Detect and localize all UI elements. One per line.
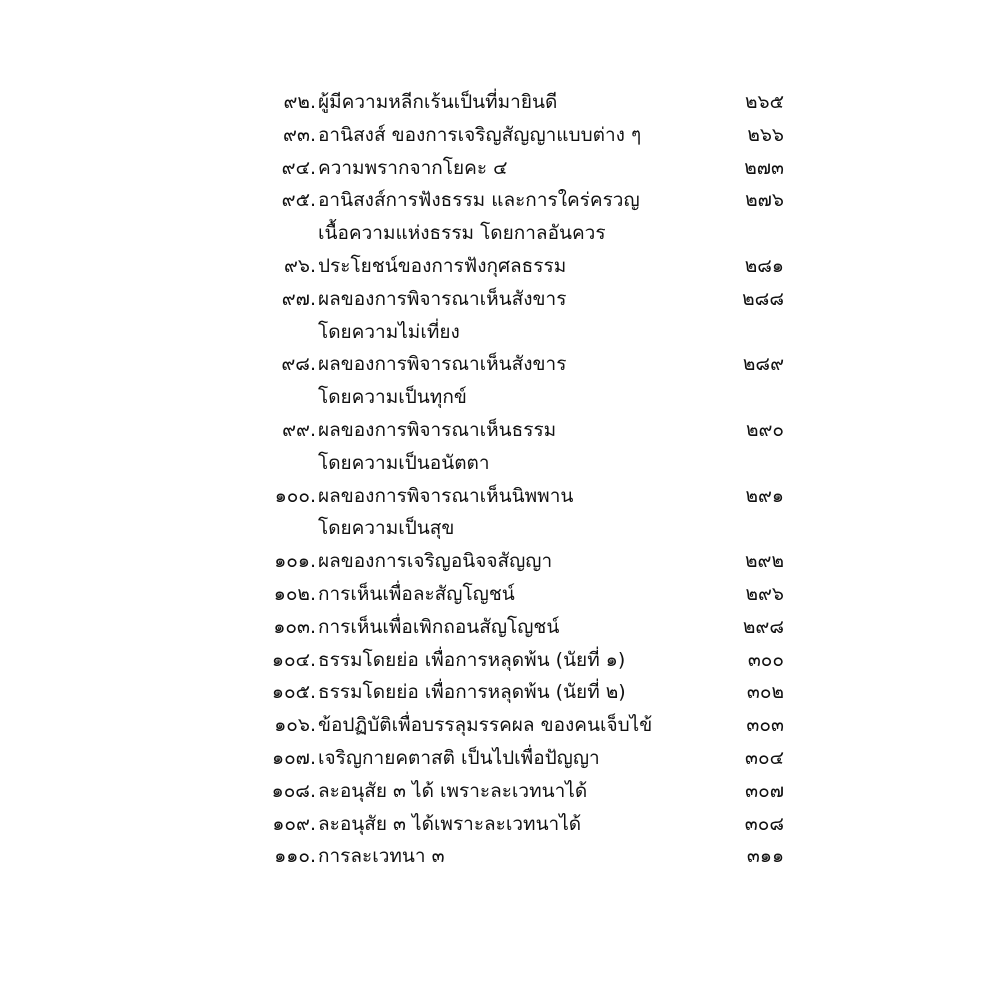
entry-page-number: ๒๖๖ <box>747 123 784 146</box>
entry-title-continuation: เนื้อความแห่งธรรม โดยกาลอันควร <box>318 222 606 245</box>
toc-entry-continuation <box>0 316 998 349</box>
entry-title: ธรรมโดยย่อ เพื่อการหลุดพ้น (นัยที่ ๑) <box>318 648 626 671</box>
entry-number: ๑๐๑. <box>274 550 316 573</box>
entry-title: ความพรากจากโยคะ ๔ <box>318 156 508 179</box>
entry-page-number: ๒๙๘ <box>742 615 784 638</box>
entry-page-number: ๒๗๖ <box>745 189 784 212</box>
entry-title: ผลของการพิจารณาเห็นสังขาร <box>318 353 567 376</box>
table-of-contents <box>0 86 998 873</box>
toc-entry <box>0 348 998 381</box>
toc-entry-continuation <box>0 512 998 545</box>
toc-entry-continuation <box>0 447 998 480</box>
entry-number: ๑๐๐. <box>274 484 316 507</box>
entry-page-number: ๒๗๓ <box>744 156 784 179</box>
entry-number: ๑๐๔. <box>271 648 316 671</box>
entry-page-number: ๒๘๙ <box>742 353 784 376</box>
entry-title: เจริญกายคตาสติ เป็นไปเพื่อปัญญา <box>318 746 600 769</box>
entry-page-number: ๒๖๕ <box>745 91 784 113</box>
entry-number: ๑๐๙. <box>272 812 316 835</box>
entry-title: ผลของการพิจารณาเห็นสังขาร <box>318 287 567 310</box>
entry-page-number: ๓๐๐ <box>747 648 784 671</box>
entry-page-number: ๒๙๖ <box>745 582 784 605</box>
toc-entry <box>0 742 998 775</box>
entry-title: ผลของการพิจารณาเห็นธรรม <box>318 418 557 441</box>
entry-title: ธรรมโดยย่อ เพื่อการหลุดพ้น (นัยที่ ๒) <box>318 681 626 704</box>
entry-number: ๑๐๕. <box>271 681 316 704</box>
entry-number: ๙๒. <box>283 91 316 113</box>
entry-title-continuation: โดยความไม่เที่ยง <box>318 320 460 343</box>
entry-title: ละอนุสัย ๓ ได้เพราะละเวทนาได้ <box>318 812 582 835</box>
entry-title: การละเวทนา ๓ <box>318 845 445 868</box>
entry-title-continuation: โดยความเป็นทุกข์ <box>318 386 467 409</box>
toc-entry <box>0 86 998 119</box>
entry-page-number: ๒๙๐ <box>745 418 784 441</box>
entry-title: การเห็นเพื่อละสัญโญชน์ <box>318 582 515 605</box>
toc-entry <box>0 152 998 185</box>
entry-page-number: ๒๘๘ <box>742 287 784 310</box>
toc-entry-continuation <box>0 217 998 250</box>
entry-number: ๑๑๐. <box>274 845 316 868</box>
entry-title: ข้อปฏิบัติเพื่อบรรลุมรรคผล ของคนเจ็บไข้ <box>318 714 653 737</box>
entry-number: ๙๘. <box>281 353 316 376</box>
entry-number: ๑๐๒. <box>273 582 316 605</box>
toc-entry <box>0 250 998 283</box>
entry-page-number: ๓๐๗ <box>745 779 784 802</box>
entry-page-number: ๒๙๑ <box>745 484 784 507</box>
toc-entry <box>0 480 998 513</box>
toc-entry <box>0 578 998 611</box>
entry-title-continuation: โดยความเป็นสุข <box>318 517 455 540</box>
entry-number: ๙๕. <box>281 189 316 212</box>
entry-number: ๑๐๖. <box>274 714 316 737</box>
entry-title: ผลของการเจริญอนิจจสัญญา <box>318 550 553 573</box>
entry-title: ละอนุสัย ๓ ได้ เพราะละเวทนาได้ <box>318 779 588 802</box>
entry-title: อานิสงส์ ของการเจริญสัญญาแบบต่าง ๆ <box>318 123 642 146</box>
entry-title: ประโยชน์ของการฟังกุศลธรรม <box>318 254 567 277</box>
toc-entry <box>0 676 998 709</box>
entry-number: ๑๐๓. <box>273 615 316 638</box>
entry-title-continuation: โดยความเป็นอนัตตา <box>318 451 490 474</box>
toc-entry <box>0 184 998 217</box>
entry-page-number: ๒๘๑ <box>744 254 784 277</box>
entry-number: ๑๐๗. <box>272 746 316 769</box>
toc-entry <box>0 283 998 316</box>
toc-entry <box>0 414 998 447</box>
entry-page-number: ๓๐๓ <box>746 714 784 737</box>
entry-page-number: ๓๐๔ <box>745 746 784 769</box>
entry-number: ๙๓. <box>283 123 316 146</box>
entry-number: ๙๖. <box>283 254 316 277</box>
entry-number: ๙๙. <box>282 418 316 441</box>
toc-entry <box>0 119 998 152</box>
toc-entry <box>0 775 998 808</box>
entry-title: อานิสงส์การฟังธรรม และการใคร่ครวญ <box>318 189 640 212</box>
toc-entry <box>0 611 998 644</box>
entry-number: ๙๗. <box>281 287 316 310</box>
toc-entry-continuation <box>0 381 998 414</box>
toc-entry <box>0 545 998 578</box>
toc-entry <box>0 709 998 742</box>
entry-title: การเห็นเพื่อเพิกถอนสัญโญชน์ <box>318 615 560 638</box>
entry-number: ๑๐๘. <box>271 779 316 802</box>
entry-page-number: ๓๐๘ <box>744 812 784 835</box>
toc-entry <box>0 644 998 677</box>
entry-number: ๙๔. <box>281 156 316 179</box>
entry-page-number: ๓๑๑ <box>746 845 784 868</box>
entry-title: ผู้มีความหลีกเร้นเป็นที่มายินดี <box>318 91 558 113</box>
toc-entry <box>0 840 998 873</box>
entry-page-number: ๓๐๒ <box>746 681 784 704</box>
toc-entry <box>0 808 998 841</box>
entry-page-number: ๒๙๒ <box>745 550 784 573</box>
entry-title: ผลของการพิจารณาเห็นนิพพาน <box>318 484 574 507</box>
